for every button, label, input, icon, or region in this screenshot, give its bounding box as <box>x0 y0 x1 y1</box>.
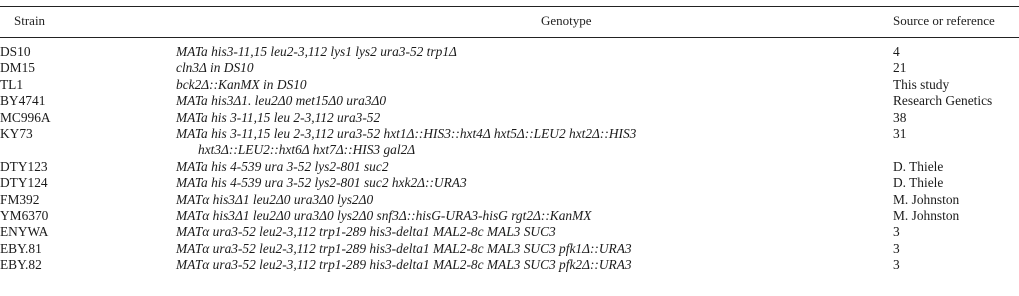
strain-cell: DTY123 <box>0 158 48 174</box>
genotype-cell <box>176 208 591 224</box>
genotype-cell <box>176 224 556 240</box>
source-cell: 21 <box>893 60 907 76</box>
genotype-cell <box>176 77 307 93</box>
table-row <box>0 175 1019 191</box>
source-cell: 4 <box>893 44 900 59</box>
genotype-line: MATα his3Δ1 leu2Δ0 ura3Δ0 lys2Δ0 snf3Δ::hisG-URA3-hisG rgt2Δ::KanMX <box>176 207 592 223</box>
source-cell: 3 <box>893 257 900 273</box>
source-cell: 3 <box>893 224 900 240</box>
strain-cell: BY4741 <box>0 93 46 109</box>
strain-cell: KY73 <box>0 125 33 141</box>
source-cell: M. Johnston <box>893 207 960 223</box>
genotype-line: MATa his 4-539 ura 3-52 lys2-801 suc2 <box>176 158 389 174</box>
table-row <box>0 126 1019 159</box>
table-row <box>0 192 1019 208</box>
table-row <box>0 208 1019 224</box>
table-row <box>0 224 1019 240</box>
genotype-cell <box>176 175 467 191</box>
genotype-line: MATα ura3-52 leu2-3,112 trp1-289 his3-delta1 MAL2-8c MAL3 SUC3 <box>176 224 556 240</box>
genotype-line-continued: hxt3Δ::LEU2::hxt6Δ hxt7Δ::HIS3 gal2Δ <box>198 141 416 157</box>
table-row <box>0 93 1019 109</box>
genotype-line: MATa his 4-539 ura 3-52 lys2-801 suc2 hxk2Δ::URA3 <box>176 175 467 191</box>
genotype-line: MATa his3Δ1. leu2Δ0 met15Δ0 ura3Δ0 <box>176 93 387 109</box>
table-row <box>0 60 1019 76</box>
strain-cell: EBY.81 <box>0 240 42 256</box>
source-cell: This study <box>893 76 950 92</box>
table-row <box>0 241 1019 257</box>
strain-cell: MC996A <box>0 109 51 125</box>
source-cell: 31 <box>893 125 907 141</box>
genotype-cell <box>176 93 386 109</box>
strain-cell: FM392 <box>0 191 40 207</box>
strain-cell: YM6370 <box>0 207 49 223</box>
source-cell: 38 <box>893 109 907 125</box>
genotype-line: cln3Δ in DS10 <box>176 60 254 76</box>
genotype-line: MATα ura3-52 leu2-3,112 trp1-289 his3-delta1 MAL2-8c MAL3 SUC3 pfk1Δ::URA3 <box>176 240 632 256</box>
genotype-cell <box>176 126 636 158</box>
genotype-line: MATa his 3-11,15 leu 2-3,112 ura3-52 hxt1Δ::HIS3::hxt4Δ hxt5Δ::LEU2 hxt2Δ::HIS3 <box>176 125 637 141</box>
genotype-line: MATa his 3-11,15 leu 2-3,112 ura3-52 <box>176 109 381 125</box>
genotype-line: MATa his3-11,15 leu2-3,112 lys1 lys2 ura3-52 trp1Δ <box>176 44 457 59</box>
table-row <box>0 110 1019 126</box>
source-cell: M. Johnston <box>893 191 960 207</box>
source-cell: D. Thiele <box>893 158 944 174</box>
table-top-rule <box>0 6 1019 7</box>
genotype-cell <box>176 257 632 273</box>
source-cell: D. Thiele <box>893 175 944 191</box>
genotype-cell <box>176 60 254 76</box>
strain-cell: DM15 <box>0 60 35 76</box>
genotype-line: bck2Δ::KanMX in DS10 <box>176 76 307 92</box>
genotype-line: MATα his3Δ1 leu2Δ0 ura3Δ0 lys2Δ0 <box>176 191 374 207</box>
genotype-cell <box>176 241 632 257</box>
strain-cell: DS10 <box>0 44 31 59</box>
genotype-cell <box>176 192 373 208</box>
source-cell: 3 <box>893 240 900 256</box>
strain-cell: EBY.82 <box>0 257 42 273</box>
table-row <box>0 159 1019 175</box>
genotype-cell <box>176 159 389 175</box>
header-source: Source or reference <box>893 13 995 28</box>
strain-cell: ENYWA <box>0 224 49 240</box>
header-strain: Strain <box>14 13 46 28</box>
genotype-cell <box>176 110 380 126</box>
source-cell: Research Genetics <box>893 93 993 109</box>
header-bottom-rule <box>0 37 1019 38</box>
table-row <box>0 77 1019 93</box>
strain-table-body <box>0 44 1019 273</box>
genotype-line: MATα ura3-52 leu2-3,112 trp1-289 his3-delta1 MAL2-8c MAL3 SUC3 pfk2Δ::URA3 <box>176 257 632 273</box>
header-genotype: Genotype <box>541 13 592 28</box>
strain-cell: TL1 <box>0 76 24 92</box>
genotype-cell <box>176 44 457 60</box>
table-row <box>0 44 1019 60</box>
strain-cell: DTY124 <box>0 175 48 191</box>
table-row <box>0 257 1019 273</box>
